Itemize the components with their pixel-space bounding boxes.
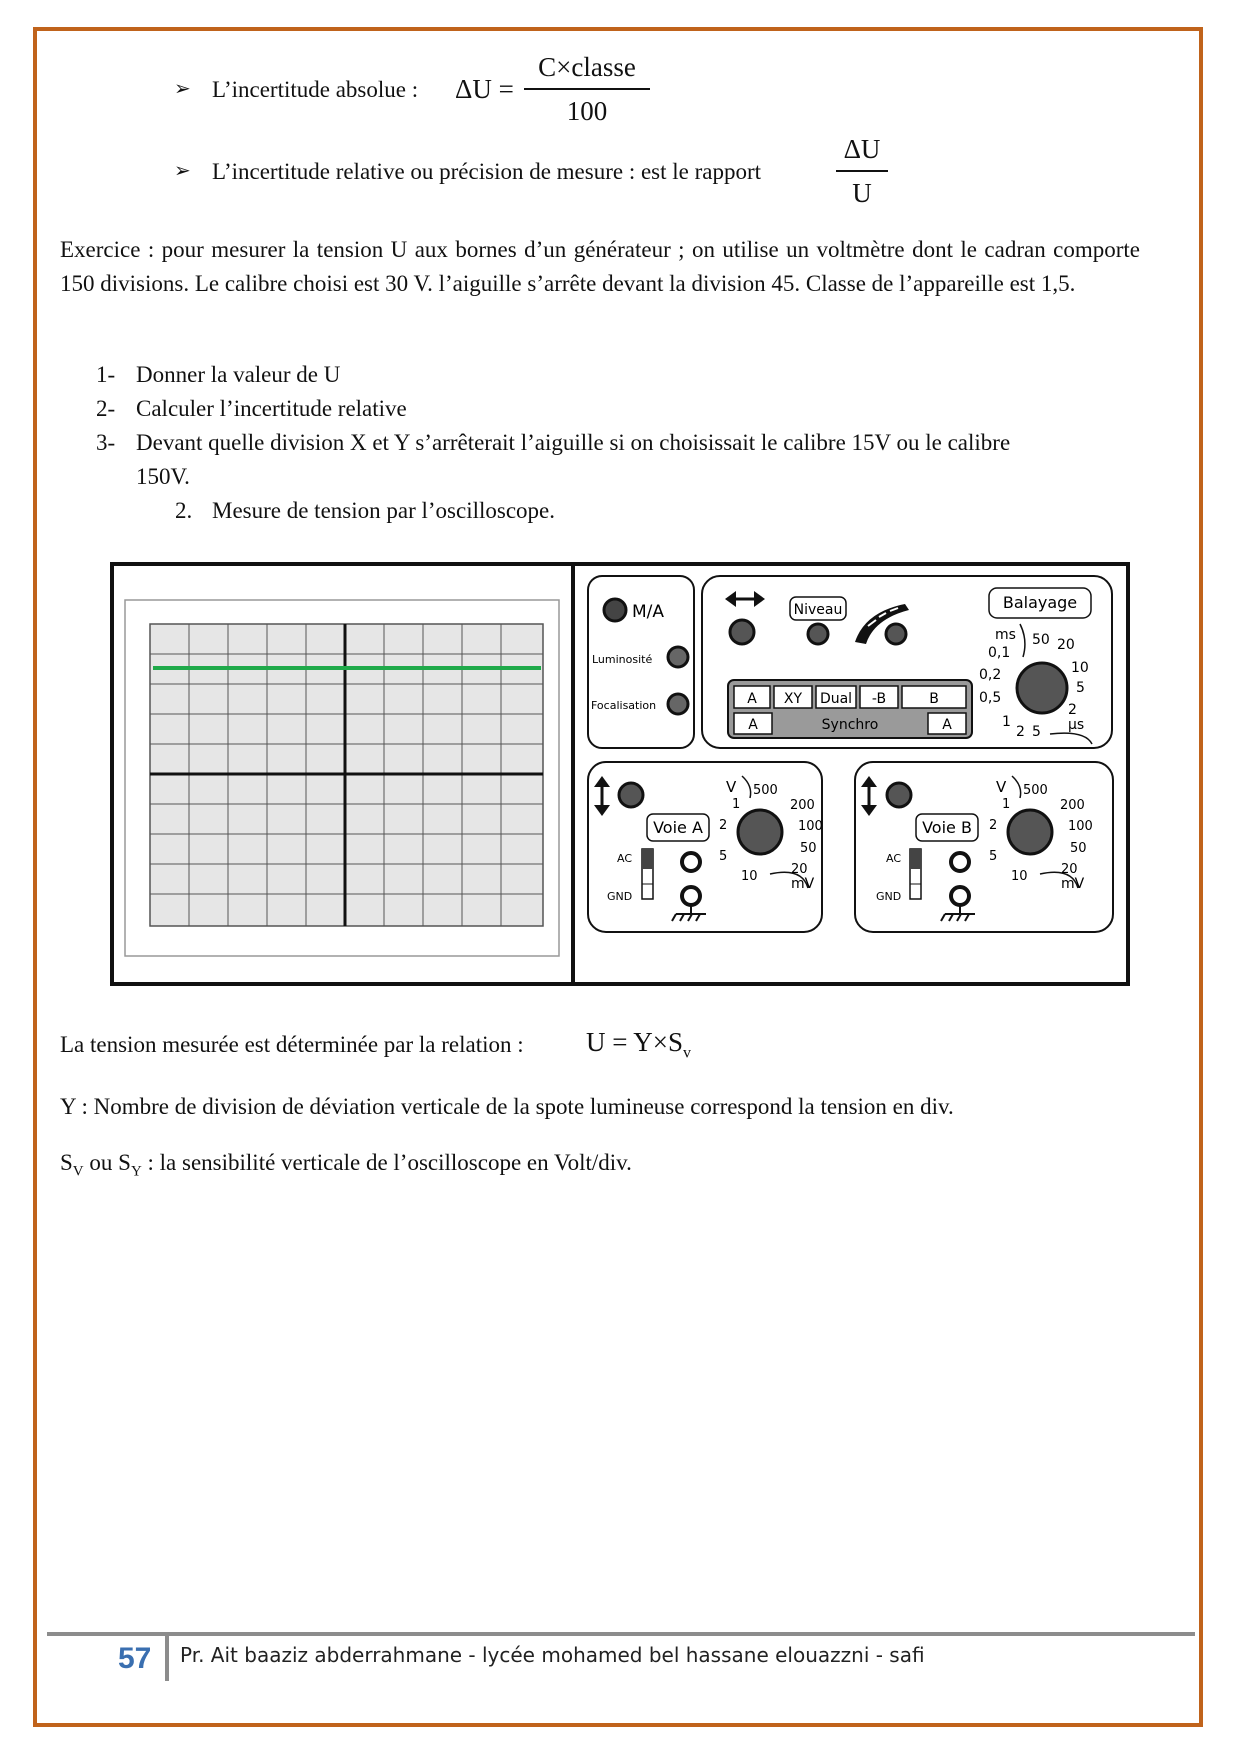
- relation-formula-sub: v: [682, 1044, 691, 1062]
- ac-label: AC: [886, 852, 902, 865]
- slope-knob[interactable]: [886, 624, 906, 644]
- volt-tick: 2: [719, 818, 728, 833]
- sweep-tick: 20: [1057, 637, 1075, 653]
- sweep-tick: 5: [1076, 680, 1085, 696]
- volt-tick: 10: [1011, 869, 1028, 884]
- volt-tick: 2: [989, 818, 998, 833]
- volt-unit-label: V: [726, 778, 737, 796]
- mode-label: Dual: [819, 691, 853, 707]
- millivolt-unit-label: mV: [791, 876, 815, 892]
- rel-fraction-denominator: U: [852, 178, 872, 208]
- level-label: Niveau: [793, 602, 843, 618]
- question-text: Calculer l’incertitude relative: [136, 396, 407, 421]
- channel-b-position-knob[interactable]: [887, 783, 911, 807]
- channel-a-ground-jack[interactable]: [682, 887, 700, 905]
- channel-b-ground-jack[interactable]: [951, 887, 969, 905]
- sweep-tick: 0,5: [979, 690, 1002, 706]
- sweep-tick: 1: [1002, 714, 1011, 730]
- volt-tick: 100: [1068, 819, 1093, 834]
- mode-label: B: [929, 691, 939, 707]
- volt-unit-label: V: [996, 778, 1007, 796]
- brightness-knob[interactable]: [668, 647, 688, 667]
- section-title: Mesure de tension par l’oscilloscope.: [212, 498, 555, 523]
- timebase-knob[interactable]: [1017, 663, 1067, 713]
- sweep-label: Balayage: [1002, 593, 1078, 612]
- volt-tick: 100: [798, 819, 823, 834]
- volt-tick: 5: [989, 849, 998, 864]
- relation-formula-main: U = Y×S: [586, 1027, 683, 1057]
- rel-uncertainty-label: L’incertitude relative ou précision de mesure : est le rapport: [212, 159, 762, 184]
- brightness-label: Luminosité: [592, 653, 653, 666]
- abs-fraction-numerator: C×classe: [538, 52, 636, 82]
- focus-knob[interactable]: [668, 694, 688, 714]
- channel-b-sensitivity-knob[interactable]: [1008, 810, 1052, 854]
- volt-tick: 10: [741, 869, 758, 884]
- sweep-tick: 50: [1032, 632, 1050, 648]
- channel-a-position-knob[interactable]: [619, 783, 643, 807]
- horizontal-position-knob[interactable]: [730, 620, 754, 644]
- section-number: 2.: [175, 498, 193, 523]
- question-text: Devant quelle division X et Y s’arrêterait l’aiguille si on choisissait le calibre 15V ou le calibre: [136, 430, 1011, 455]
- channel-b-input-jack[interactable]: [951, 853, 969, 871]
- relation-formula: [586, 1025, 691, 1070]
- exercise-statement: Exercice : pour mesurer la tension U aux bornes d’un générateur ; on utilise un voltmètre dont le cadran comporte 150 divisions. Le calibre choisi est 30 V. l’aiguille s’arrête devant la division 45. Classe de l’appareille est 1,5.: [60, 237, 1140, 296]
- s-subscript-v: V: [72, 1163, 84, 1180]
- mode-label: A: [747, 691, 757, 707]
- volt-tick: 500: [753, 783, 778, 798]
- channel-a-input-jack[interactable]: [682, 853, 700, 871]
- coupling-switch-thumb: [642, 849, 653, 869]
- question-text: Donner la valeur de U: [136, 362, 341, 387]
- sweep-tick: 2: [1016, 724, 1025, 740]
- volt-tick: 50: [800, 841, 817, 856]
- bullet-arrow-icon: ➢: [174, 160, 191, 182]
- power-label: M/A: [632, 602, 665, 622]
- channel-a-sensitivity-knob[interactable]: [738, 810, 782, 854]
- footer-author: Pr. Ait baaziz abderrahmane - lycée mohamed bel hassane elouazzni - safi: [180, 1643, 925, 1667]
- fraction-bar: [836, 170, 888, 172]
- relation-label: La tension mesurée est déterminée par la relation :: [60, 1032, 524, 1057]
- sweep-tick: 0,2: [979, 667, 1002, 683]
- footer-divider: [47, 1632, 1195, 1636]
- focus-label: Focalisation: [591, 699, 657, 712]
- ac-label: AC: [617, 852, 633, 865]
- footer-separator: [165, 1636, 169, 1681]
- sweep-unit-us: µs: [1068, 717, 1085, 733]
- s-definition-text: : la sensibilité verticale de l’oscilloscope en Volt/div.: [141, 1150, 632, 1175]
- s-or: ou S: [83, 1150, 131, 1175]
- volt-tick: 20: [1061, 862, 1078, 877]
- question-number: 2-: [96, 396, 116, 421]
- oscilloscope-figure: [110, 562, 1130, 986]
- volt-tick: 200: [1060, 798, 1085, 813]
- sweep-tick: 2: [1068, 702, 1077, 718]
- sweep-tick: 5: [1032, 724, 1041, 740]
- level-knob[interactable]: [808, 624, 828, 644]
- millivolt-unit-label: mV: [1061, 876, 1085, 892]
- sweep-tick: 10: [1071, 660, 1089, 676]
- volt-tick: 20: [791, 862, 808, 877]
- volt-tick: 1: [1002, 797, 1011, 812]
- bullet-arrow-icon: ➢: [174, 78, 191, 100]
- volt-tick: 5: [719, 849, 728, 864]
- oscilloscope-screen: [150, 624, 543, 926]
- s-subscript-y: Y: [130, 1163, 142, 1180]
- page-number: 57: [118, 1642, 152, 1675]
- gnd-label: GND: [876, 890, 902, 903]
- abs-uncertainty-label: L’incertitude absolue :: [212, 77, 419, 102]
- sweep-tick: 0,1: [988, 645, 1011, 661]
- volt-tick: 50: [1070, 841, 1087, 856]
- s-definition: [60, 1146, 1140, 1189]
- synchro-right-label: A: [942, 717, 952, 733]
- gnd-label: GND: [607, 890, 633, 903]
- y-definition: Y : Nombre de division de déviation verticale de la spote lumineuse correspond la tension en div.: [60, 1094, 954, 1119]
- channel-b-label: Voie B: [922, 818, 972, 837]
- mode-label: -B: [871, 691, 887, 707]
- mode-label: XY: [783, 691, 803, 707]
- fraction-bar: [524, 88, 650, 90]
- abs-uncertainty-lhs: ΔU =: [455, 74, 514, 104]
- question-number: 1-: [96, 362, 116, 387]
- volt-tick: 1: [732, 797, 741, 812]
- coupling-switch-thumb: [910, 849, 921, 869]
- abs-fraction-denominator: 100: [566, 96, 608, 126]
- question-number: 3-: [96, 430, 116, 455]
- synchro-label: Synchro: [821, 717, 879, 733]
- power-button[interactable]: [604, 599, 626, 621]
- channel-a-label: Voie A: [653, 818, 703, 837]
- s-symbol: S: [60, 1150, 73, 1175]
- sweep-unit-ms: ms: [995, 627, 1016, 643]
- question-text-continued: 150V.: [136, 464, 190, 489]
- volt-tick: 200: [790, 798, 815, 813]
- rel-fraction-numerator: ΔU: [843, 134, 881, 164]
- synchro-left-label: A: [748, 717, 758, 733]
- rel-uncertainty-fraction: [836, 130, 888, 212]
- volt-tick: 500: [1023, 783, 1048, 798]
- abs-uncertainty-fraction: [524, 48, 650, 130]
